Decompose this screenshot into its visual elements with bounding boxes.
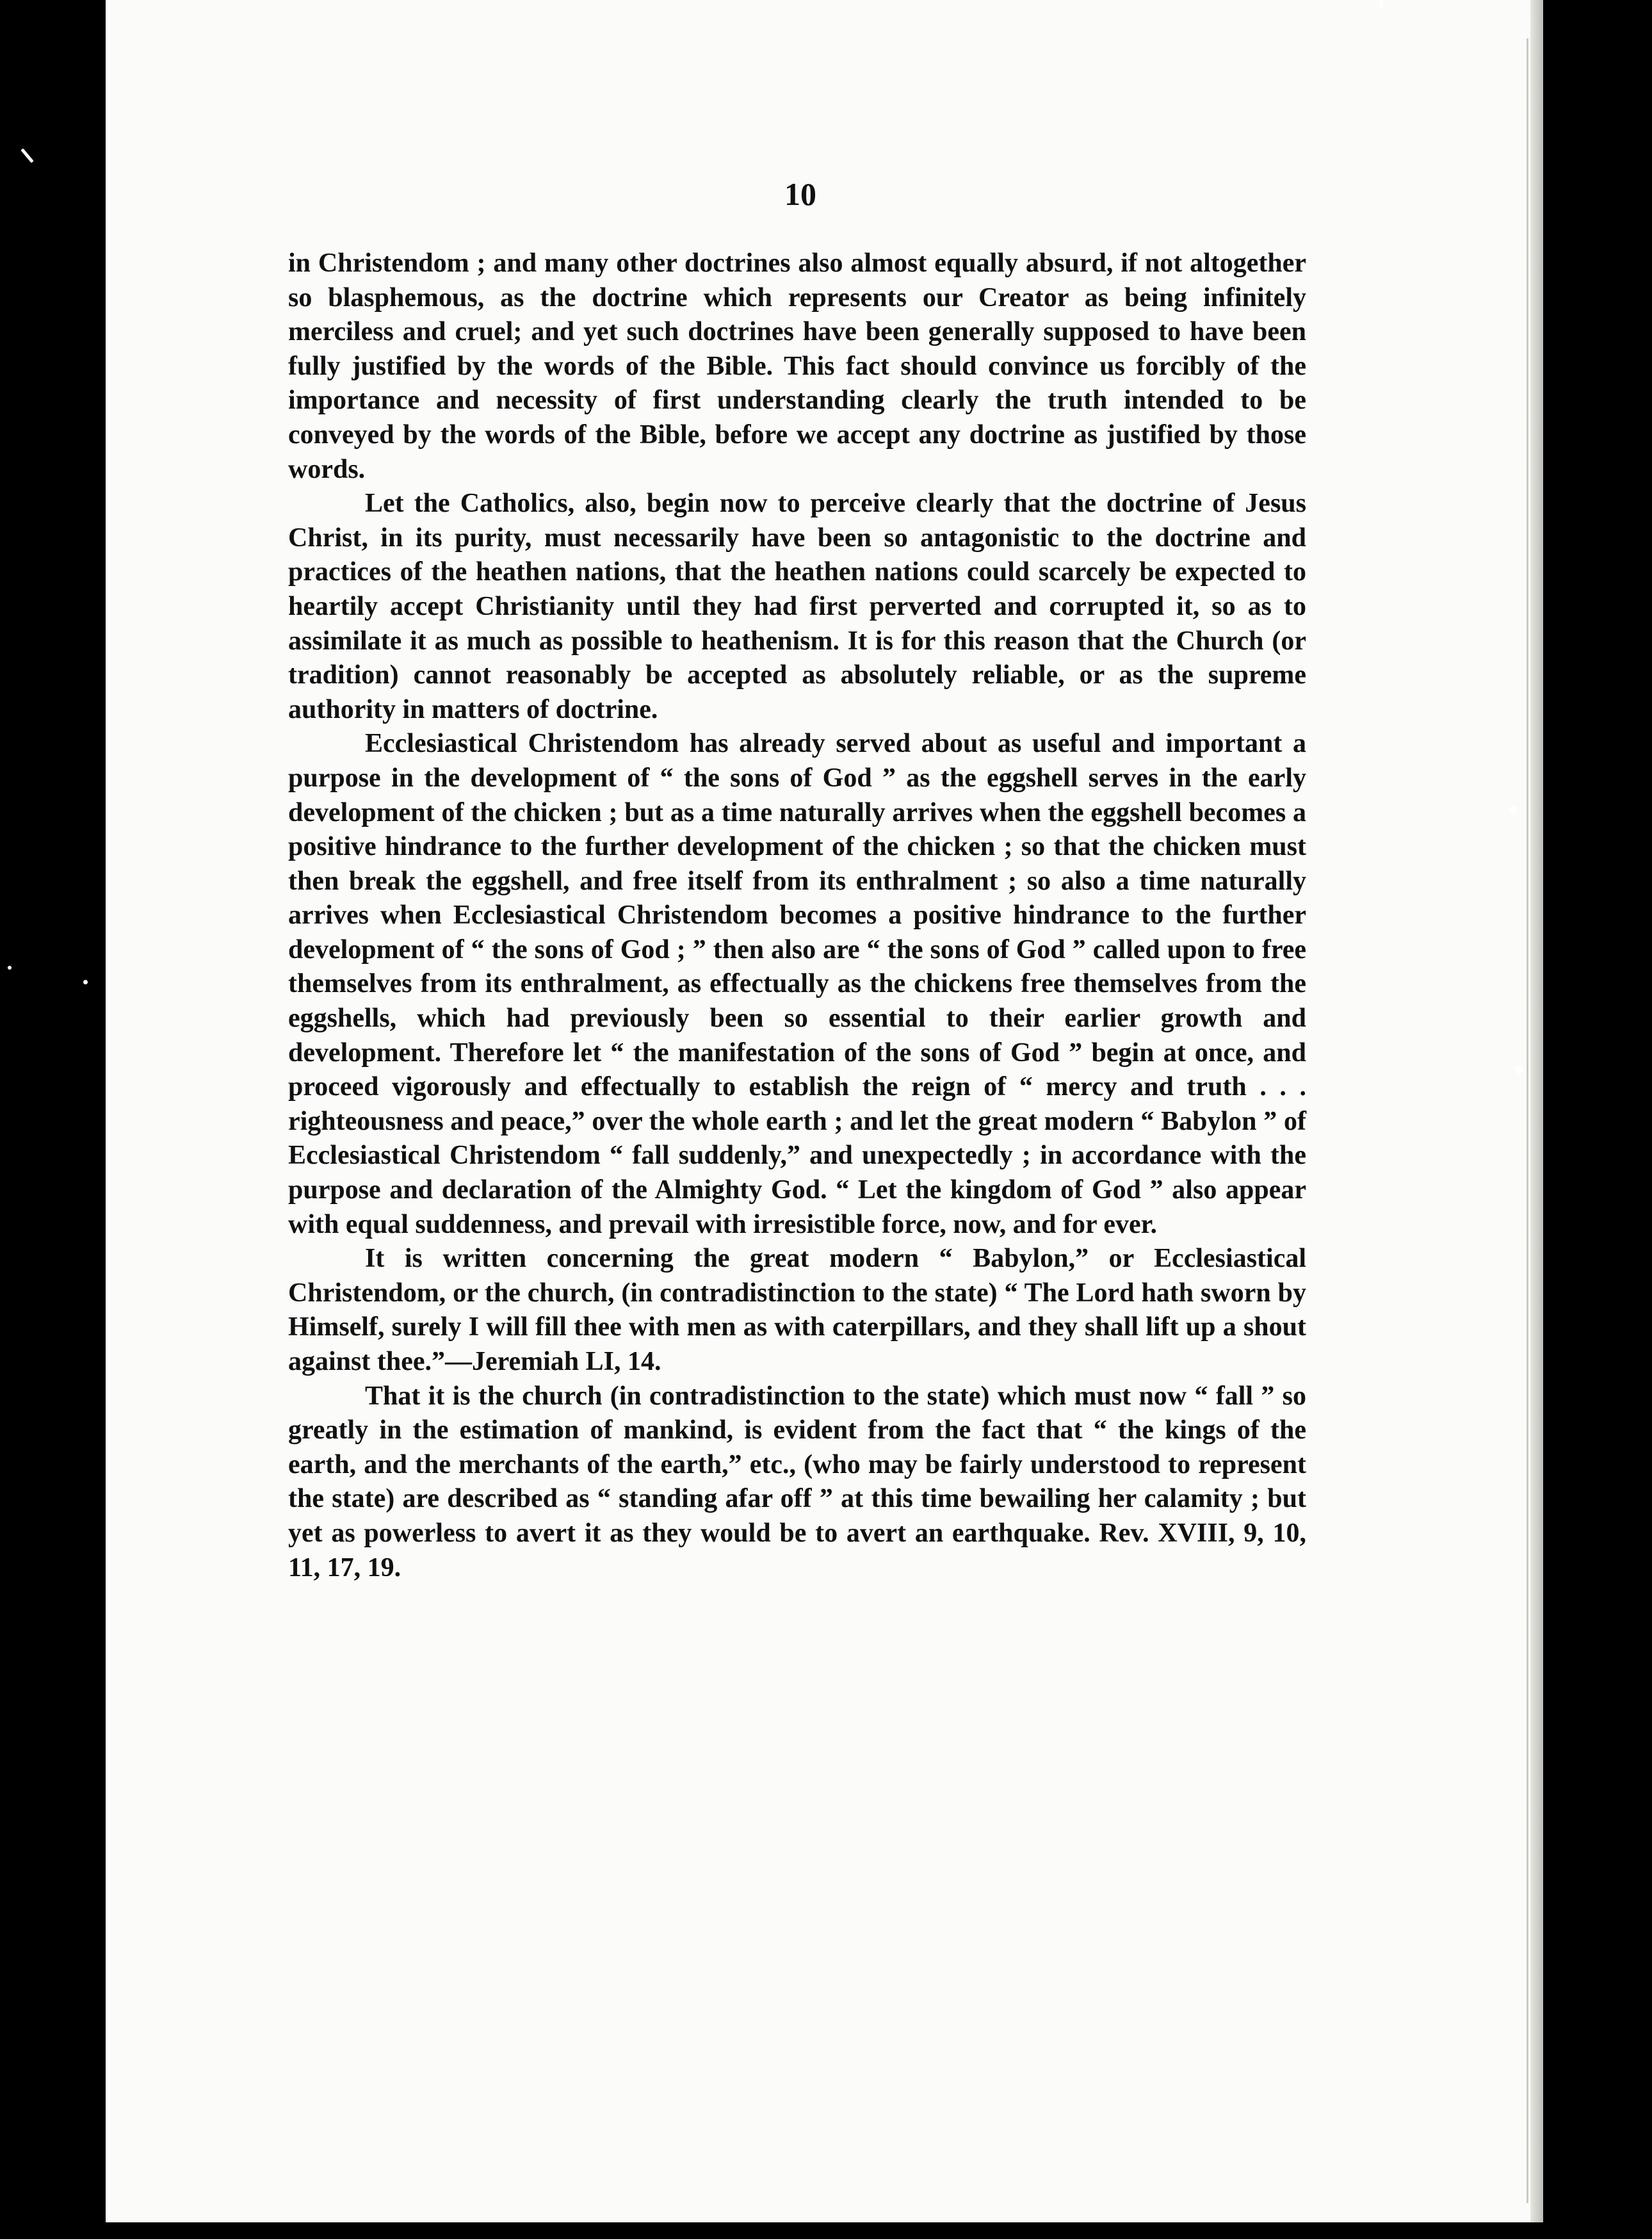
paragraph: Ecclesiastical Christendom has already served about as useful and important a purpose in the development of “ the sons of God ” as the eggshell serves in the early development of the chicken ; but as a time naturally arrives when the eggshell becomes a positive hindrance to the further development of the chicken ; so that the chicken must then break the eggshell, and free itself from its enthralment ; so also a time naturally arrives when Ecclesiastical Christendom becomes a positive hindrance to the further development of “ the sons of God ; ” then also are “ the sons of God ” called upon to free themselves from its enthralment, as effectually as the chickens free themselves from the eggshells, which had previously been so essential to their earlier growth and development. Therefore let “ the manifestation of the sons of God ” begin at once, and proceed vigorously and effectually to establish the reign of “ mercy and truth . . . righteousness and peace,” over the whole earth ; and let the great modern “ Babylon ” of Ecclesiastical Christendom “ fall suddenly,” and unexpectedly ; in accordance with the purpose and declaration of the Almighty God. “ Let the kingdom of God ” also appear with equal suddenness, and prevail with irresistible force, now, and for ever. xyxy=(288,729,1306,1239)
scan-speck xyxy=(20,148,34,163)
body-text xyxy=(288,247,1306,1585)
scan-speck xyxy=(1509,806,1517,815)
scan-speck xyxy=(1516,1065,1523,1074)
page-number: 10 xyxy=(784,176,816,212)
paragraph: It is written concerning the great modern “ Babylon,” or Ecclesiastical Christendom, or the church, (in contradistinction to the state) “ The Lord hath sworn by Himself, surely I will fill thee with men as with caterpillars, and they shall lift up a shout against thee.”—Jeremiah LI, 14. xyxy=(288,1244,1306,1376)
paragraph: in Christendom ; and many other doctrines also almost equally absurd, if not altogether so blasphemous, as the doctrine which represents our Creator as being infinitely merciless and cruel; and yet such doctrines have been generally supposed to have been fully justified by the words of the Bible. This fact should convince us forcibly of the importance and necessity of first understanding clearly the truth intended to be conveyed by the words of the Bible, before we accept any doctrine as justified by those words. xyxy=(288,248,1306,484)
scan-speck xyxy=(1380,0,1383,9)
binding-line xyxy=(1526,38,1528,2203)
page-edge-shadow xyxy=(1530,0,1543,2222)
scan-speck xyxy=(8,966,12,970)
scan-speck xyxy=(83,980,88,984)
paragraph: Let the Catholics, also, begin now to perceive clearly that the doctrine of Jesus Christ, in its purity, must necessarily have been so antagonistic to the doctrine and practices of the heathen nations, that the heathen nations could scarcely be expected to heartily accept Christianity until they had first perverted and corrupted it, so as to assimilate it as much as possible to heathenism. It is for this reason that the Church (or tradition) cannot reasonably be accepted as absolutely reliable, or as the supreme authority in matters of doctrine. xyxy=(288,489,1306,724)
paragraph: That it is the church (in contradistinction to the state) which must now “ fall ” so greatly in the estimation of mankind, is evident from the fact that “ the kings of the earth, and the merchants of the earth,” etc., (who may be fairly understood to represent the state) are described as “ standing afar off ” at this time bewailing her calamity ; but yet as powerless to avert it as they would be to avert an earthquake. Rev. XVIII, 9, 10, 11, 17, 19. xyxy=(288,1381,1306,1583)
